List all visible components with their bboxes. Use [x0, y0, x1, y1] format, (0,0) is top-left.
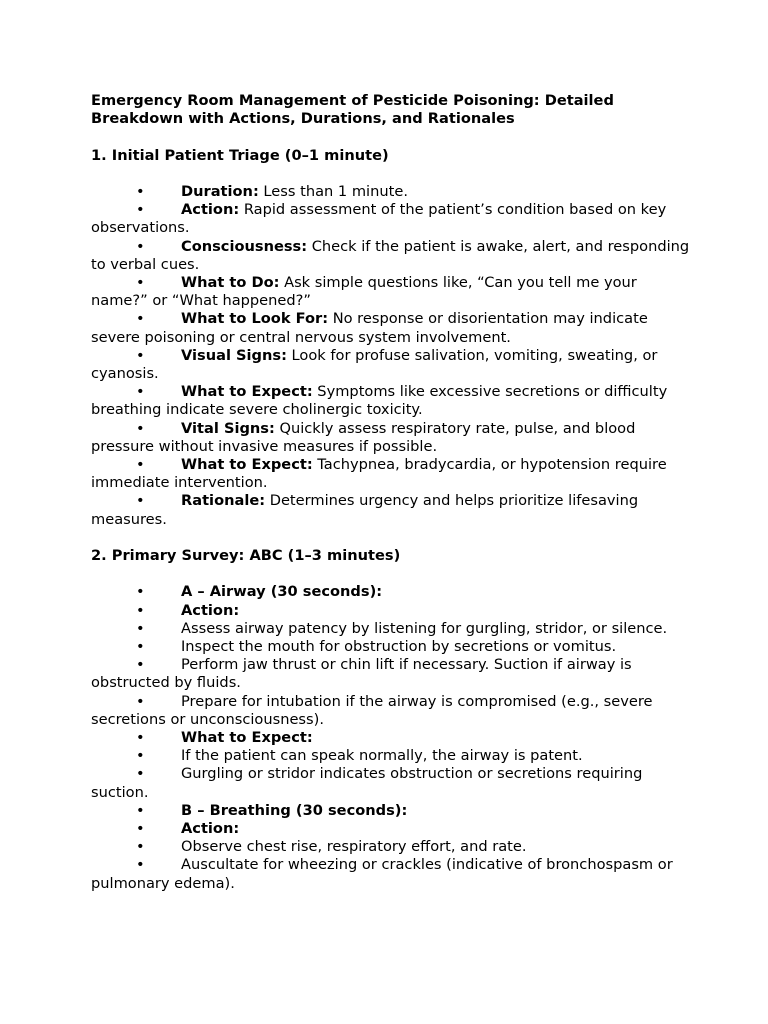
bullet-marker: • [136, 729, 145, 747]
section-2-heading: 2. Primary Survey: ABC (1–3 minutes) [91, 547, 401, 565]
list-item [91, 856, 691, 892]
bullet-marker: • [136, 838, 145, 856]
item-label: B – Breathing (30 seconds): [181, 801, 408, 819]
bullet-marker: • [136, 310, 145, 328]
item-text: Perform jaw thrust or chin lift if necessary. Suction if airway is obstructed by fluids. [91, 656, 632, 692]
item-text: If the patient can speak normally, the airway is patent. [181, 747, 583, 765]
list-item [91, 183, 691, 201]
list-item [91, 201, 691, 237]
bullet-marker: • [136, 492, 145, 510]
bullet-marker: • [136, 583, 145, 601]
bullet-marker: • [136, 419, 145, 437]
item-label: Consciousness: [181, 237, 308, 255]
item-text: Determines urgency and helps prioritize lifesaving measures. [91, 492, 639, 528]
title-line-2: Breakdown with Actions, Durations, and Rationales [91, 110, 515, 128]
bullet-marker: • [136, 656, 145, 674]
item-label: Rationale: [181, 492, 266, 510]
bullet-marker: • [136, 856, 145, 874]
item-text: Prepare for intubation if the airway is compromised (e.g., severe secretions or unconsciousness). [91, 692, 653, 728]
bullet-marker: • [136, 801, 145, 819]
item-label: Visual Signs: [181, 346, 287, 364]
bullet-marker: • [136, 237, 145, 255]
list-item [91, 802, 691, 820]
spacer [91, 165, 691, 183]
list-item [91, 310, 691, 346]
document-body [91, 92, 691, 893]
list-item [91, 420, 691, 456]
bullet-marker: • [136, 274, 145, 291]
list-item [91, 347, 691, 383]
list-item [91, 838, 691, 856]
item-text: No response or disorientation may indicate severe poisoning or central nervous system involvement. [91, 310, 648, 346]
item-text: Observe chest rise, respiratory effort, and rate. [181, 838, 527, 856]
item-text: Gurgling or stridor indicates obstruction or secretions requiring suction. [91, 765, 643, 801]
list-item [91, 383, 691, 419]
item-label: What to Expect: [181, 456, 313, 474]
item-label: Action: [181, 201, 240, 219]
bullet-marker: • [136, 747, 145, 765]
list-item [91, 693, 691, 729]
bullet-marker: • [136, 601, 145, 619]
list-item [91, 492, 691, 528]
list-item [91, 583, 691, 601]
item-label: Vital Signs: [181, 419, 275, 437]
section-1-list [91, 183, 691, 529]
item-text: Quickly assess respiratory rate, pulse, and blood pressure without invasive measures if possible. [91, 419, 636, 455]
item-text: Look for profuse salivation, vomiting, sweating, or cyanosis. [91, 346, 658, 383]
spacer [91, 529, 691, 547]
bullet-marker: • [136, 346, 145, 364]
item-label: Action: [181, 820, 240, 838]
item-text: Assess airway patency by listening for gurgling, stridor, or silence. [181, 619, 668, 637]
list-item [91, 456, 691, 492]
item-text: Tachypnea, bradycardia, or hypotension require immediate intervention. [91, 456, 667, 492]
bullet-marker: • [136, 182, 145, 200]
spacer [91, 565, 691, 583]
bullet-marker: • [136, 201, 145, 219]
document-title [91, 92, 691, 128]
bullet-marker: • [136, 638, 145, 656]
item-text: Auscultate for wheezing or crackles (indicative of bronchospasm or pulmonary edema). [91, 856, 673, 892]
item-text: Ask simple questions like, “Can you tell me your name?” or “What happened?” [91, 274, 637, 310]
bullet-marker: • [136, 765, 145, 783]
item-text: Symptoms like excessive secretions or difficulty breathing indicate severe cholinergic toxicity. [91, 383, 668, 419]
item-label: A – Airway (30 seconds): [181, 583, 383, 601]
bullet-marker: • [136, 692, 145, 710]
list-item [91, 747, 691, 765]
list-item [91, 765, 691, 801]
list-item [91, 820, 691, 838]
item-text: Rapid assessment of the patient’s condition based on key observations. [91, 201, 667, 237]
item-label: Action: [181, 601, 240, 619]
list-item [91, 729, 691, 747]
item-text: Less than 1 minute. [258, 182, 408, 200]
title-line-1: Emergency Room Management of Pesticide Poisoning: Detailed [91, 92, 614, 109]
bullet-marker: • [136, 383, 145, 401]
spacer [91, 128, 691, 146]
list-item [91, 638, 691, 656]
bullet-marker: • [136, 619, 145, 637]
item-label: What to Expect: [181, 383, 313, 401]
item-label: What to Do: [181, 274, 280, 291]
list-item [91, 238, 691, 274]
bullet-marker: • [136, 820, 145, 838]
list-item [91, 620, 691, 638]
section-2-list [91, 583, 691, 892]
list-item [91, 274, 691, 310]
list-item [91, 602, 691, 620]
item-text: Check if the patient is awake, alert, and responding to verbal cues. [91, 237, 690, 273]
item-text: Inspect the mouth for obstruction by secretions or vomitus. [181, 638, 617, 656]
bullet-marker: • [136, 456, 145, 474]
list-item [91, 656, 691, 692]
item-label: Duration: [181, 182, 259, 200]
section-1-heading: 1. Initial Patient Triage (0–1 minute) [91, 146, 389, 164]
item-label: What to Expect: [181, 729, 313, 747]
item-label: What to Look For: [181, 310, 329, 328]
